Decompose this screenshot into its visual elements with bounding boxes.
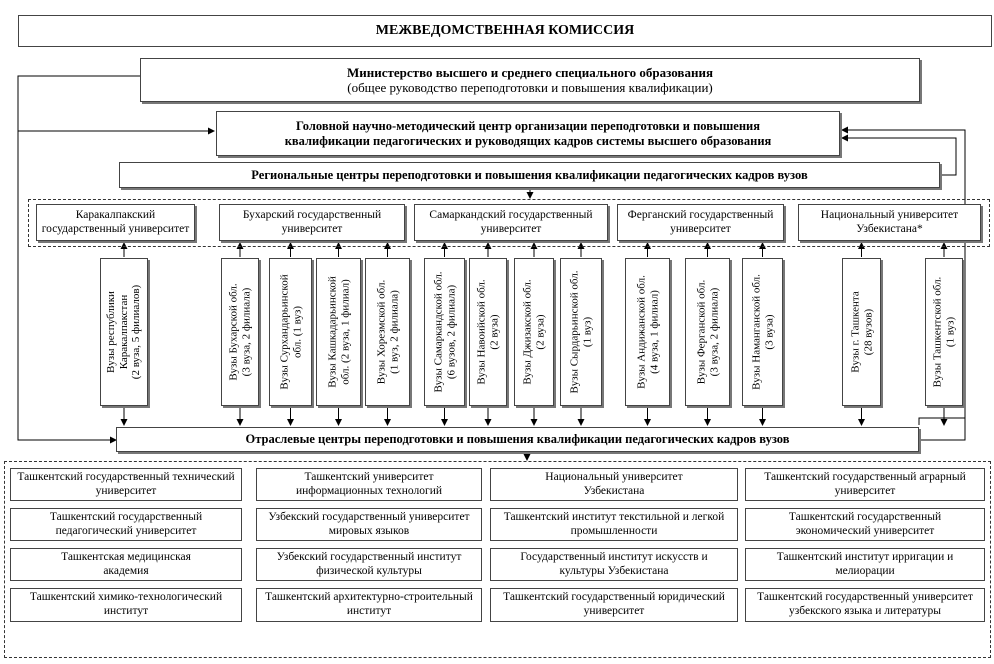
vuz-navoi (469, 258, 507, 406)
sector-centers-title: Отраслевые центры переподготовки и повышения квалификации педагогических кадров вузов (245, 432, 790, 447)
vuz-label: Вузы Сырдарьинской обл. (1 вуз) (568, 270, 593, 394)
sector-institution-label: Государственный институт искусств и культуры Узбекистана (520, 550, 708, 577)
university-fergana (617, 204, 784, 241)
vuz-label: Вузы Самаркандской обл. (6 вузов, 2 филиала) (431, 271, 457, 393)
sector-institution-box (256, 548, 482, 581)
sector-institution-box (10, 508, 242, 541)
sector-institution-label: Ташкентский государственный технический университет (17, 470, 235, 497)
sector-institution-box (745, 468, 985, 501)
sector-institution-label: Ташкентская медицинская академия (61, 550, 191, 577)
sector-institution-label: Ташкентский государственный университет узбекского языка и литературы (757, 591, 973, 617)
sector-institution-box (256, 508, 482, 541)
sector-institution-box (10, 468, 242, 501)
sector-institution-label: Ташкентский университет информационных технологий (295, 470, 443, 497)
vuz-jizzakh (514, 258, 554, 406)
vuz-karakalpakstan (100, 258, 148, 406)
head-center-title: Головной научно-методический центр организации переподготовки и повышения квалификации педагогических и руководящих кадров системы высшего образования (284, 118, 772, 148)
ministry-note: (общее руководство переподготовки и повышения квалификации) (347, 80, 713, 95)
sector-institution-box (490, 588, 738, 622)
university-karakalpak (36, 204, 195, 241)
sector-institution-box (745, 508, 985, 541)
vuz-label: Вузы Ташкентской обл. (1 вуз) (931, 276, 956, 388)
ministry-box (140, 58, 920, 102)
sector-institution-label: Национальный университет Узбекистана (545, 470, 683, 497)
sector-institution-label: Узбекский государственный университет мировых языков (268, 510, 470, 537)
sector-institution-label: Узбекский государственный институт физической культуры (276, 550, 462, 577)
vuz-surkhandarya (269, 258, 312, 406)
sector-institution-box (745, 548, 985, 581)
vuz-label: Вузы г. Ташкента (28 вузов) (848, 291, 874, 373)
vuz-khorezm (365, 258, 410, 406)
vuz-andijan (625, 258, 670, 406)
vuz-tashkent-city (842, 258, 881, 406)
commission-box (18, 15, 992, 47)
university-bukhara (219, 204, 405, 241)
vuz-bukhara (221, 258, 259, 406)
sector-institution-box (490, 508, 738, 541)
sector-institution-box (490, 468, 738, 501)
vuz-label: Вузы Сурхандарьинской обл. (1 вуз) (277, 274, 303, 390)
sector-institution-box (256, 588, 482, 622)
vuz-label: Вузы Джизакской обл. (2 вуза) (521, 279, 546, 385)
sector-institution-label: Ташкентский государственный экономический университет (788, 510, 942, 537)
vuz-label: Вузы Ферганской обл. (3 вуза, 2 филиала) (694, 279, 720, 385)
ministry-title: Министерство высшего и среднего специального образования (347, 64, 713, 80)
vuz-label: Вузы Навоийской обл. (2 вуза) (475, 279, 500, 385)
regional-centers-title: Региональные центры переподготовки и повышения квалификации педагогических кадров вузов (251, 167, 808, 182)
sector-institution-box (10, 548, 242, 581)
vuz-namangan (742, 258, 783, 406)
regional-centers-box (119, 162, 940, 188)
head-center-box (216, 111, 840, 156)
sector-institution-label: Ташкентский государственный педагогический университет (49, 510, 203, 537)
vuz-fergana (685, 258, 730, 406)
vuz-tashkent-region (925, 258, 963, 406)
university-label: Бухарский государственный университет (242, 208, 382, 235)
sector-institution-box (745, 588, 985, 622)
university-samarkand (414, 204, 608, 241)
vuz-label: Вузы Андижанской обл. (4 вуза, 1 филиал) (634, 275, 660, 389)
vuz-label: Вузы Хорезмской обл. (1 вуз, 2 филиала) (374, 279, 400, 385)
sector-institution-label: Ташкентский государственный юридический университет (503, 591, 725, 617)
vuz-samarkand (424, 258, 465, 406)
vuz-syrdarya (560, 258, 602, 406)
university-label: Национальный университет Узбекистана* (820, 208, 959, 235)
sector-institution-label: Ташкентский архитектурно-строительный институт (265, 591, 473, 617)
vuz-label: Вузы Бухарской обл. (3 вуза, 2 филиала) (227, 283, 252, 381)
sector-institution-label: Ташкентский государственный аграрный университет (764, 470, 966, 497)
university-label: Ферганский государственный университет (627, 208, 774, 235)
vuz-kashkadarya (316, 258, 361, 406)
sector-institution-box (10, 588, 242, 622)
vuz-label: Вузы Наманганской обл. (3 вуза) (749, 274, 775, 390)
commission-title: МЕЖВЕДОМСТВЕННАЯ КОМИССИЯ (375, 22, 635, 38)
sector-institution-label: Ташкентский институт ирригации и мелиорации (776, 550, 954, 577)
sector-institution-label: Ташкентский химико-технологический институт (29, 591, 223, 617)
sector-institution-box (256, 468, 482, 501)
sector-centers-box (116, 427, 919, 452)
sector-institution-label: Ташкентский институт текстильной и легкой промышленности (503, 510, 725, 537)
vuz-label: Вузы Кашкадарьинской обл. (2 вуза, 1 филиал) (325, 276, 351, 388)
university-label: Каракалпакский государственный университет (41, 208, 190, 235)
vuz-label: Вузы республики Каракалпакстан (2 вуза, 5 филиалов) (105, 284, 143, 380)
university-national (798, 204, 981, 241)
university-label: Самаркандский государственный университет (429, 208, 593, 235)
sector-institution-box (490, 548, 738, 581)
